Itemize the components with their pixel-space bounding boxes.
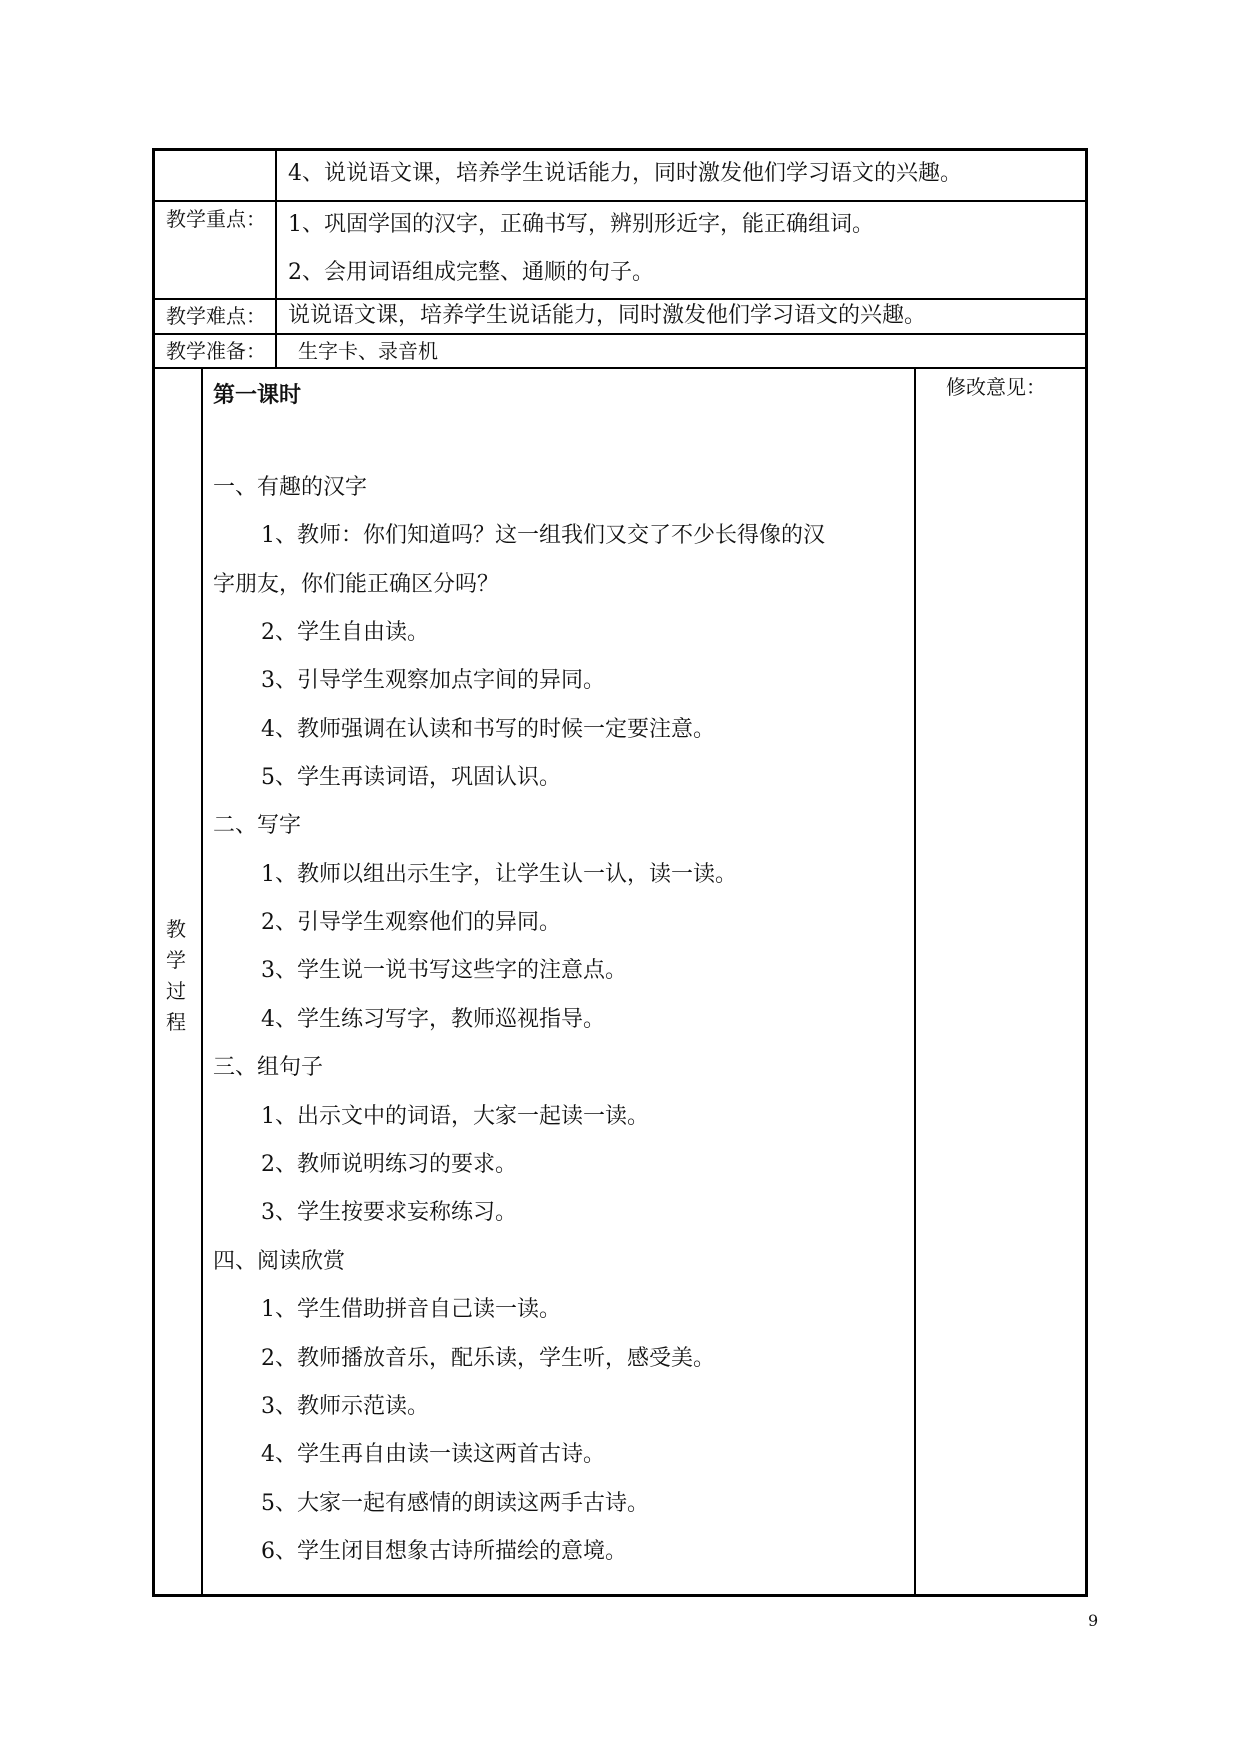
focus-item-1: 1、巩固学国的汉字，正确书写，辨别形近字，能正确组词。 [288, 212, 874, 237]
section-2-item-2: 2、引导学生观察他们的异同。 [261, 910, 561, 935]
section-3-item-1: 1、出示文中的词语，大家一起读一读。 [261, 1104, 649, 1129]
section-heading-4: 四、阅读欣赏 [213, 1249, 346, 1274]
section-2-item-4: 4、学生练习写字，教师巡视指导。 [261, 1007, 605, 1032]
section-2-item-3: 3、学生说一说书写这些字的注意点。 [261, 958, 627, 983]
label-column-divider [275, 148, 277, 368]
table-border-top [152, 148, 1088, 151]
section-4-item-3: 3、教师示范读。 [261, 1394, 429, 1419]
focus-item-2: 2、会用词语组成完整、通顺的句子。 [288, 260, 654, 285]
difficulty-text: 说说语文课，培养学生说话能力，同时激发他们学习语文的兴趣。 [288, 303, 927, 328]
process-label-char-1: 教 [166, 917, 186, 941]
section-1-item-1: 1、教师：你们知道吗？这一组我们又交了不少长得像的汉 [261, 523, 825, 548]
row-divider-3 [152, 333, 1088, 335]
section-1-item-3: 3、引导学生观察加点字间的异同。 [261, 668, 605, 693]
prep-text: 生字卡、录音机 [298, 339, 438, 363]
lesson-title: 第一课时 [213, 382, 302, 408]
page-number: 9 [1088, 1611, 1099, 1630]
process-label-divider [201, 367, 203, 1596]
section-4-item-2: 2、教师播放音乐，配乐读，学生听，感受美。 [261, 1346, 715, 1371]
process-label-char-2: 学 [166, 948, 186, 972]
section-1-item-1-cont: 字朋友，你们能正确区分吗？ [213, 572, 500, 597]
section-2-item-1: 1、教师以组出示生字，让学生认一认，读一读。 [261, 862, 737, 887]
table-border-bottom [152, 1594, 1088, 1597]
section-3-item-3: 3、学生按要求妄称练习。 [261, 1200, 517, 1225]
table-border-right [1085, 148, 1088, 1597]
section-1-item-4: 4、教师强调在认读和书写的时候一定要注意。 [261, 717, 715, 742]
table-border-left [152, 148, 155, 1597]
difficulty-label: 教学难点： [166, 304, 266, 328]
objective-item-4: 4、说说语文课，培养学生说话能力，同时激发他们学习语文的兴趣。 [288, 161, 962, 186]
focus-label: 教学重点： [166, 207, 266, 231]
section-heading-1: 一、有趣的汉字 [213, 475, 368, 500]
section-heading-2: 二、写字 [213, 813, 302, 838]
section-4-item-4: 4、学生再自由读一读这两首古诗。 [261, 1442, 605, 1467]
section-3-item-2: 2、教师说明练习的要求。 [261, 1152, 517, 1177]
section-4-item-5: 5、大家一起有感情的朗读这两手古诗。 [261, 1491, 649, 1516]
row-divider-1 [152, 200, 1088, 202]
notes-column-divider [914, 367, 916, 1596]
section-1-item-2: 2、学生自由读。 [261, 620, 429, 645]
process-label-char-4: 程 [166, 1010, 186, 1034]
section-heading-3: 三、组句子 [213, 1055, 324, 1080]
row-divider-2 [152, 298, 1088, 300]
section-4-item-6: 6、学生闭目想象古诗所描绘的意境。 [261, 1539, 627, 1564]
notes-label: 修改意见： [946, 375, 1046, 399]
row-divider-4 [152, 367, 1088, 369]
process-label-char-3: 过 [166, 979, 186, 1003]
prep-label: 教学准备： [166, 339, 266, 363]
section-4-item-1: 1、学生借助拼音自己读一读。 [261, 1297, 561, 1322]
section-1-item-5: 5、学生再读词语，巩固认识。 [261, 765, 561, 790]
